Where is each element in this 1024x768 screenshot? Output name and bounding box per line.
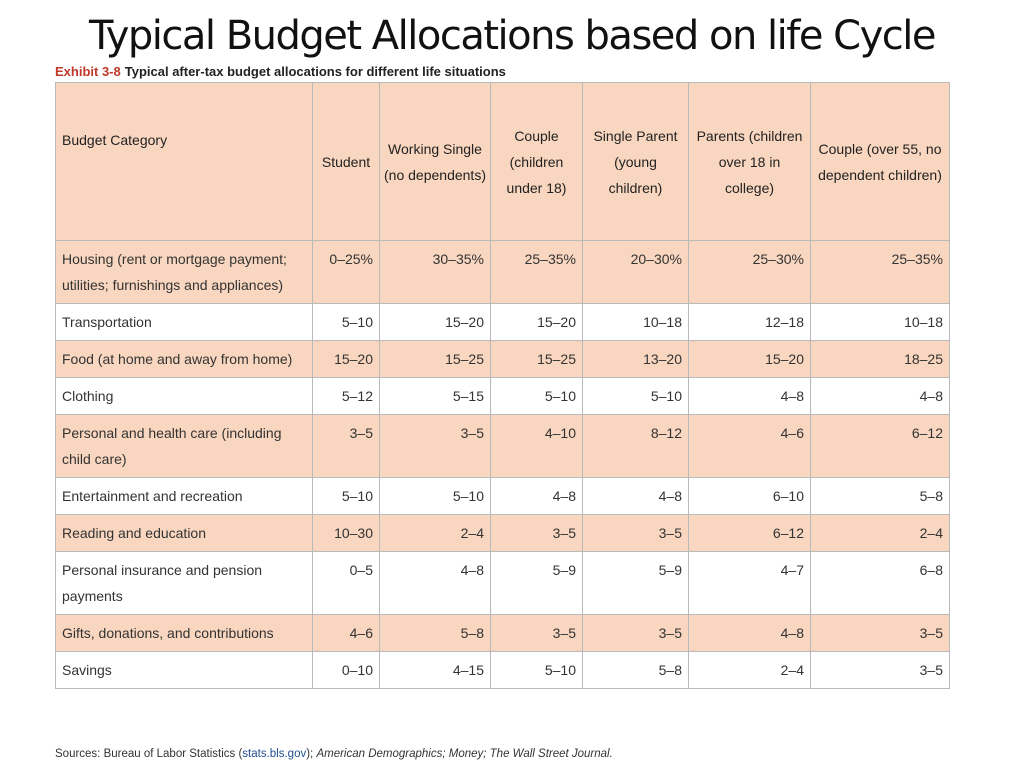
- category-cell: Housing (rent or mortgage payment; utilities; furnishings and appliances): [56, 241, 313, 304]
- value-cell: 5–10: [491, 652, 583, 689]
- value-cell: 4–8: [689, 615, 811, 652]
- value-cell: 4–15: [380, 652, 491, 689]
- value-cell: 15–25: [491, 341, 583, 378]
- sources-footnote: [55, 746, 613, 762]
- sources-publications: American Demographics; Money; The Wall Street Journal.: [316, 748, 613, 760]
- value-cell: 13–20: [583, 341, 689, 378]
- exhibit-title: Typical after-tax budget allocations for different life situations: [124, 64, 506, 79]
- value-cell: 4–6: [689, 415, 811, 478]
- value-cell: 15–20: [491, 304, 583, 341]
- value-cell: 15–20: [313, 341, 380, 378]
- exhibit-number: Exhibit 3-8: [55, 64, 121, 79]
- value-cell: 8–12: [583, 415, 689, 478]
- value-cell: 2–4: [689, 652, 811, 689]
- value-cell: 3–5: [583, 515, 689, 552]
- value-cell: 5–8: [811, 478, 950, 515]
- table-row: [56, 304, 950, 341]
- value-cell: 6–12: [689, 515, 811, 552]
- sources-middle: );: [306, 748, 317, 760]
- exhibit-caption: [55, 64, 506, 80]
- sources-link[interactable]: stats.bls.gov: [242, 748, 307, 760]
- table-row: [56, 378, 950, 415]
- value-cell: 6–10: [689, 478, 811, 515]
- value-cell: 5–10: [583, 378, 689, 415]
- table-row: [56, 341, 950, 378]
- value-cell: 3–5: [583, 615, 689, 652]
- value-cell: 3–5: [380, 415, 491, 478]
- value-cell: 6–12: [811, 415, 950, 478]
- category-cell: Reading and education: [56, 515, 313, 552]
- value-cell: 4–8: [583, 478, 689, 515]
- column-header: Parents (children over 18 in college): [689, 83, 811, 241]
- table-row: [56, 415, 950, 478]
- value-cell: 5–9: [583, 552, 689, 615]
- category-cell: Gifts, donations, and contributions: [56, 615, 313, 652]
- category-cell: Transportation: [56, 304, 313, 341]
- value-cell: 5–10: [380, 478, 491, 515]
- column-header: Couple (over 55, no dependent children): [811, 83, 950, 241]
- category-cell: Entertainment and recreation: [56, 478, 313, 515]
- value-cell: 4–8: [689, 378, 811, 415]
- table-row: [56, 552, 950, 615]
- value-cell: 5–15: [380, 378, 491, 415]
- value-cell: 3–5: [811, 615, 950, 652]
- value-cell: 4–7: [689, 552, 811, 615]
- value-cell: 12–18: [689, 304, 811, 341]
- table-row: [56, 652, 950, 689]
- value-cell: 15–20: [689, 341, 811, 378]
- value-cell: 5–8: [583, 652, 689, 689]
- sources-prefix: Sources: Bureau of Labor Statistics (: [55, 748, 243, 760]
- value-cell: 4–8: [491, 478, 583, 515]
- slide-title: Typical Budget Allocations based on life Cycle: [89, 13, 935, 59]
- value-cell: 5–10: [313, 304, 380, 341]
- value-cell: 18–25: [811, 341, 950, 378]
- value-cell: 30–35%: [380, 241, 491, 304]
- value-cell: 4–8: [811, 378, 950, 415]
- value-cell: 6–8: [811, 552, 950, 615]
- value-cell: 0–25%: [313, 241, 380, 304]
- value-cell: 5–12: [313, 378, 380, 415]
- category-cell: Personal insurance and pension payments: [56, 552, 313, 615]
- value-cell: 15–20: [380, 304, 491, 341]
- value-cell: 2–4: [811, 515, 950, 552]
- value-cell: 10–30: [313, 515, 380, 552]
- value-cell: 15–25: [380, 341, 491, 378]
- value-cell: 10–18: [583, 304, 689, 341]
- column-header: Budget Category: [56, 83, 313, 241]
- budget-table: [55, 82, 950, 689]
- value-cell: 20–30%: [583, 241, 689, 304]
- column-header: Couple (children under 18): [491, 83, 583, 241]
- category-cell: Personal and health care (including child care): [56, 415, 313, 478]
- value-cell: 5–10: [313, 478, 380, 515]
- value-cell: 3–5: [811, 652, 950, 689]
- value-cell: 25–30%: [689, 241, 811, 304]
- table-row: [56, 478, 950, 515]
- category-cell: Food (at home and away from home): [56, 341, 313, 378]
- value-cell: 5–8: [380, 615, 491, 652]
- table-row: [56, 615, 950, 652]
- category-cell: Savings: [56, 652, 313, 689]
- table-header-row: [56, 83, 950, 241]
- column-header: Single Parent (young children): [583, 83, 689, 241]
- value-cell: 5–10: [491, 378, 583, 415]
- value-cell: 3–5: [491, 515, 583, 552]
- value-cell: 5–9: [491, 552, 583, 615]
- table-row: [56, 515, 950, 552]
- value-cell: 3–5: [491, 615, 583, 652]
- category-cell: Clothing: [56, 378, 313, 415]
- value-cell: 4–6: [313, 615, 380, 652]
- value-cell: 10–18: [811, 304, 950, 341]
- value-cell: 4–8: [380, 552, 491, 615]
- column-header: Working Single (no dependents): [380, 83, 491, 241]
- column-header: Student: [313, 83, 380, 241]
- value-cell: 2–4: [380, 515, 491, 552]
- value-cell: 0–5: [313, 552, 380, 615]
- value-cell: 0–10: [313, 652, 380, 689]
- value-cell: 25–35%: [491, 241, 583, 304]
- value-cell: 25–35%: [811, 241, 950, 304]
- table-row: [56, 241, 950, 304]
- value-cell: 3–5: [313, 415, 380, 478]
- value-cell: 4–10: [491, 415, 583, 478]
